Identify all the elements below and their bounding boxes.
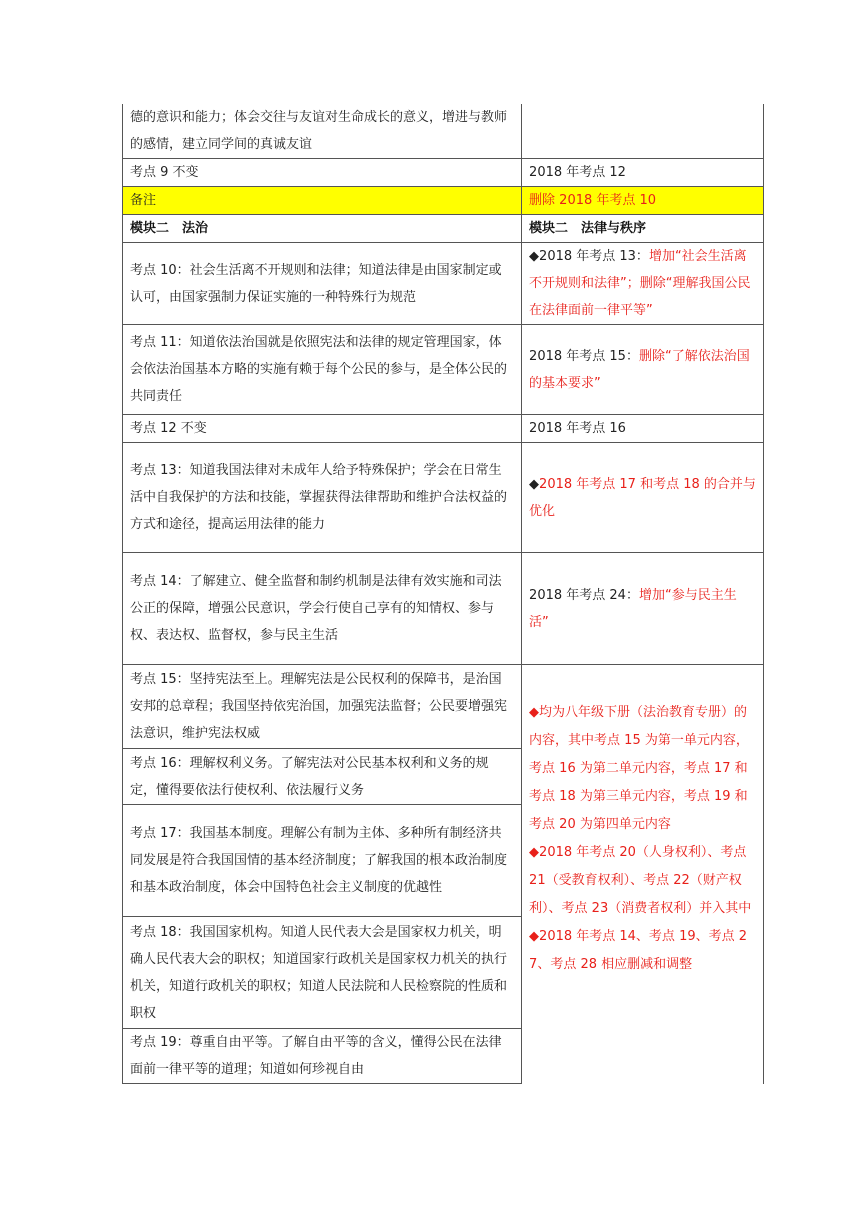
table-row <box>123 104 764 159</box>
cell-prefix: 2018 年考点 24： <box>529 587 639 603</box>
cell-right <box>522 104 764 159</box>
note-label: 备注 <box>123 187 522 215</box>
cell-right: 2018 年考点 16 <box>522 415 764 443</box>
change-note: ◆2018 年考点 20（人身权利）、考点 21（受教育权利）、考点 22（财产权利）、考点 23（消费者权利）并入其中 <box>529 845 752 916</box>
comparison-table <box>122 104 764 1084</box>
cell-left: 考点 16：理解权利义务。了解宪法对公民基本权利和义务的规定，懂得要依法行使权利、依法履行义务 <box>123 749 522 805</box>
change-note: ◆均为八年级下册（法治教育专册）的内容，其中考点 15 为第一单元内容，考点 16 为第二单元内容，考点 17 和考点 18 为第三单元内容，考点 19 和考点 20 为第四单元内容 <box>529 705 749 832</box>
cell-left: 考点 15：坚持宪法至上。理解宪法是公民权利的保障书，是治国安邦的总章程；我国坚持依宪治国，加强宪法监督；公民要增强宪法意识，维护宪法权威 <box>123 665 522 749</box>
table-row <box>123 325 764 415</box>
cell-right <box>522 325 764 415</box>
cell-left: 考点 12 不变 <box>123 415 522 443</box>
note-value: 删除 2018 年考点 10 <box>522 187 764 215</box>
table-row <box>123 443 764 553</box>
cell-left: 考点 18：我国国家机构。知道人民代表大会是国家权力机关，明确人民代表大会的职权；知道国家行政机关是国家权力机关的执行机关，知道行政机关的职权；知道人民法院和人民检察院的性质和职权 <box>123 917 522 1029</box>
table-row <box>123 415 764 443</box>
change-note: 删除“了解依法治国的基本要求” <box>529 348 750 391</box>
table-row <box>123 243 764 325</box>
change-note: 增加“社会生活离不开规则和法律”；删除“理解我国公民在法律面前一律平等” <box>529 249 751 318</box>
cell-left: 考点 9 不变 <box>123 159 522 187</box>
cell-prefix: 2018 年考点 15： <box>529 348 639 364</box>
table-row <box>123 665 764 749</box>
change-note: ◆2018 年考点 14、考点 19、考点 27、考点 28 相应删减和调整 <box>529 929 748 972</box>
cell-left: 考点 10：社会生活离不开规则和法律；知道法律是由国家制定或认可，由国家强制力保证实施的一种特殊行为规范 <box>123 243 522 325</box>
module-title-left: 模块二 法治 <box>123 215 522 243</box>
module-title-right: 模块二 法律与秩序 <box>522 215 764 243</box>
cell-prefix: ◆ <box>529 476 540 492</box>
module-header-row <box>123 215 764 243</box>
table-row <box>123 553 764 665</box>
cell-right <box>522 243 764 325</box>
table-row <box>123 159 764 187</box>
merged-change-cell <box>522 665 764 1084</box>
cell-left: 考点 17：我国基本制度。理解公有制为主体、多种所有制经济共同发展是符合我国国情的基本经济制度；了解我国的根本政治制度和基本政治制度，体会中国特色社会主义制度的优越性 <box>123 805 522 917</box>
cell-right: 2018 年考点 12 <box>522 159 764 187</box>
cell-left: 德的意识和能力；体会交往与友谊对生命成长的意义，增进与教师的感情，建立同学间的真诚友谊 <box>123 104 522 159</box>
cell-right <box>522 553 764 665</box>
cell-left: 考点 13：知道我国法律对未成年人给予特殊保护；学会在日常生活中自我保护的方法和技能，掌握获得法律帮助和维护合法权益的方式和途径，提高运用法律的能力 <box>123 443 522 553</box>
cell-left: 考点 19：尊重自由平等。了解自由平等的含义，懂得公民在法律面前一律平等的道理；知道如何珍视自由 <box>123 1029 522 1084</box>
cell-right <box>522 443 764 553</box>
change-note: 增加“参与民主生活” <box>529 587 737 630</box>
cell-left: 考点 14：了解建立、健全监督和制约机制是法律有效实施和司法公正的保障，增强公民意识，学会行使自己享有的知情权、参与权、表达权、监督权，参与民主生活 <box>123 553 522 665</box>
cell-left: 考点 11：知道依法治国就是依照宪法和法律的规定管理国家，体会依法治国基本方略的实施有赖于每个公民的参与，是全体公民的共同责任 <box>123 325 522 415</box>
cell-prefix: ◆2018 年考点 13： <box>529 249 649 264</box>
change-note: 2018 年考点 17 和考点 18 的合并与优化 <box>529 476 756 519</box>
note-row <box>123 187 764 215</box>
